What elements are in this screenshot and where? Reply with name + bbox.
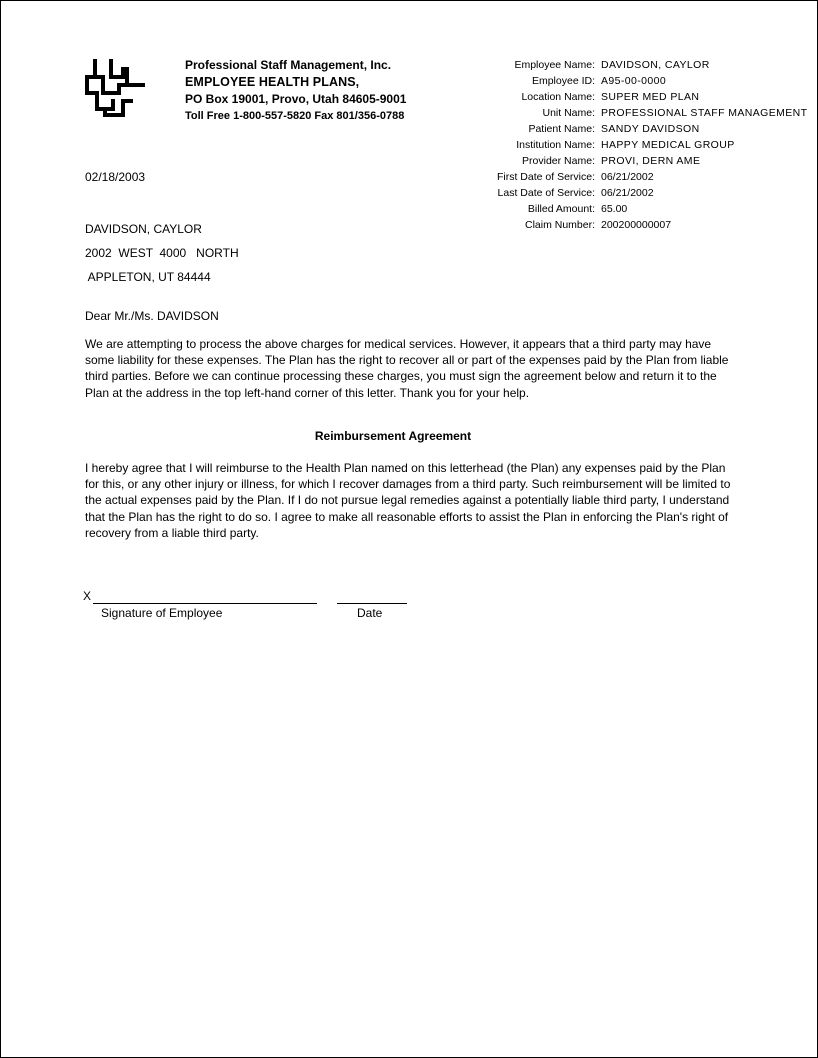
claim-info-row (441, 137, 807, 153)
recipient-address (85, 217, 239, 289)
recipient-street: 2002 WEST 4000 NORTH (85, 246, 239, 260)
agreement-paragraph: I hereby agree that I will reimburse to the Health Plan named on this letterhead (the Plan) any expenses paid by the Plan for this, or any other injury or illness, for which I recover damages from a third party. Such reimbursement will be limited to the actual expenses paid by the Plan. If I do not pursue legal remedies against a potentially liable third party, I understand that the Plan has the right to do so. I agree to make all reasonable efforts to assist the Plan in enforcing the Plan's right of recovery from a liable third party. (85, 461, 731, 540)
claim-info-row (441, 73, 807, 89)
claim-info-value: HAPPY MEDICAL GROUP (601, 139, 735, 151)
claim-info-label: First Date of Service: (496, 171, 595, 183)
claim-info-row (441, 121, 807, 137)
claim-info-value: PROVI, DERN AME (601, 155, 701, 167)
date-line (337, 603, 407, 604)
letter-date: 02/18/2003 (85, 170, 146, 184)
salutation: Dear Mr./Ms. DAVIDSON (85, 309, 219, 323)
date-label: Date (357, 606, 383, 620)
claim-info-row (441, 105, 807, 121)
claim-info-value: PROFESSIONAL STAFF MANAGEMENT (601, 107, 808, 119)
claim-info-row (441, 185, 807, 201)
signature-line (93, 603, 317, 604)
company-address: PO Box 19001, Provo, Utah 84605-9001 (185, 92, 407, 106)
claim-info-value: 65.00 (601, 203, 628, 215)
letterhead (185, 57, 406, 125)
claim-info-row (441, 169, 807, 185)
claim-info-label: Unit Name: (542, 107, 595, 119)
claim-info-label: Patient Name: (528, 123, 595, 135)
signature-mark: X (83, 589, 92, 603)
claim-info-label: Institution Name: (516, 139, 595, 151)
plan-name: EMPLOYEE HEALTH PLANS, (185, 75, 360, 89)
recipient-city: APPLETON, UT 84444 (85, 270, 211, 284)
claim-info-row (441, 217, 807, 233)
claim-info-label: Last Date of Service: (497, 187, 595, 199)
claim-info-row (441, 153, 807, 169)
claim-info-value: DAVIDSON, CAYLOR (601, 59, 710, 71)
claim-info-row (441, 57, 807, 73)
company-logo-icon (83, 57, 147, 117)
claim-info (441, 57, 807, 233)
company-phone: Toll Free 1-800-557-5820 Fax 801/356-0788 (185, 110, 405, 122)
claim-info-value: 06/21/2002 (601, 171, 654, 183)
claim-info-label: Billed Amount: (527, 203, 595, 215)
claim-info-row (441, 201, 807, 217)
recipient-name: DAVIDSON, CAYLOR (85, 222, 202, 236)
claim-info-label: Claim Number: (524, 219, 595, 231)
claim-info-value: 200200000007 (601, 219, 672, 231)
claim-info-row (441, 89, 807, 105)
body-paragraph: We are attempting to process the above charges for medical services. However, it appears that a third party may have some liability for these expenses. The Plan has the right to recover all or part of the expenses paid by the Plan from liable third parties. Before we can continue processing these charges, you must sign the agreement below and return it to the Plan at the address in the top left-hand corner of this letter. Thank you for your help. (85, 337, 729, 400)
claim-info-value: 06/21/2002 (601, 187, 654, 199)
agreement-heading: Reimbursement Agreement (314, 429, 472, 443)
claim-info-value: SANDY DAVIDSON (601, 123, 700, 135)
company-name: Professional Staff Management, Inc. (185, 58, 392, 72)
claim-info-label: Location Name: (521, 91, 595, 103)
claim-info-value: SUPER MED PLAN (601, 91, 700, 103)
claim-info-label: Employee Name: (514, 59, 595, 71)
signature-label: Signature of Employee (101, 606, 223, 620)
claim-info-label: Employee ID: (531, 75, 595, 87)
claim-info-value: A95-00-0000 (601, 75, 667, 87)
claim-info-label: Provider Name: (522, 155, 595, 167)
